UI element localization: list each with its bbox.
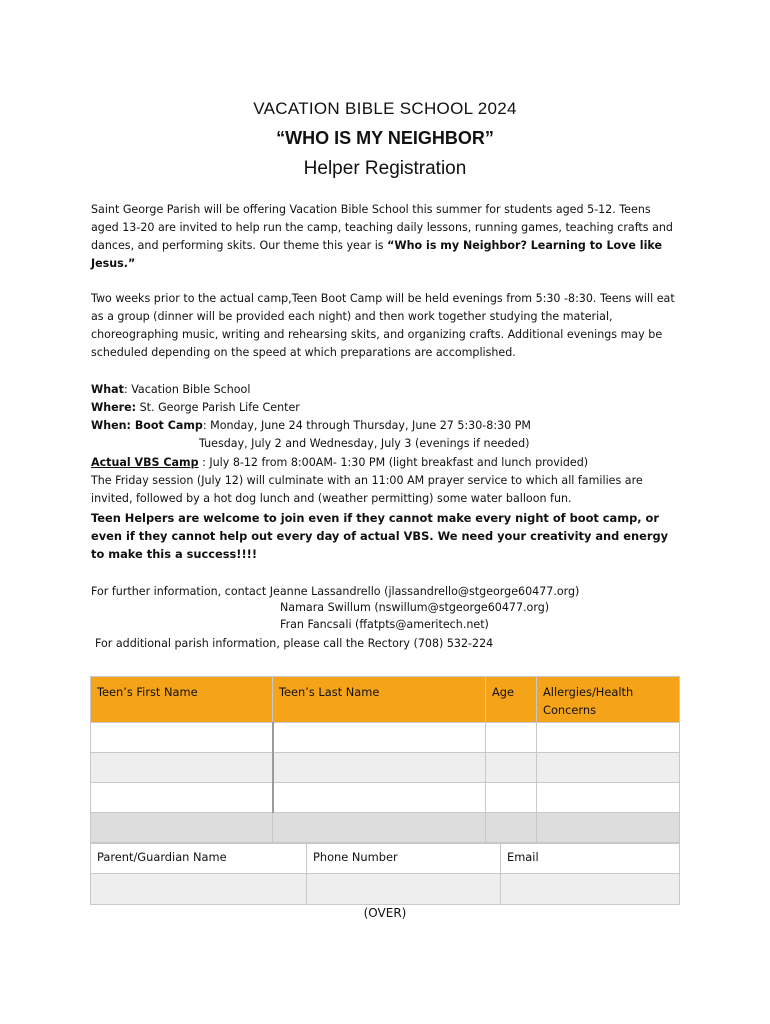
over-note: (OVER) bbox=[363, 906, 407, 920]
allergies-cell[interactable] bbox=[537, 783, 680, 813]
col-header-phone: Phone Number bbox=[307, 844, 501, 874]
intro-theme-text: “Who is my Neighbor? Learning to Love like Jesus.” bbox=[91, 239, 662, 270]
when-label: When: Boot Camp bbox=[91, 419, 203, 432]
parent-guardian-table bbox=[90, 843, 680, 905]
table-row bbox=[91, 874, 680, 905]
last-name-cell[interactable] bbox=[273, 723, 486, 753]
actual-camp-label: Actual VBS Camp bbox=[91, 456, 199, 469]
where-line bbox=[91, 399, 300, 417]
where-value: St. George Parish Life Center bbox=[136, 401, 300, 414]
last-name-cell[interactable] bbox=[273, 813, 486, 843]
teen-registration-table bbox=[90, 676, 680, 843]
what-line bbox=[91, 381, 250, 399]
page-title: VACATION BIBLE SCHOOL 2024 bbox=[253, 99, 517, 118]
col-header-age: Age bbox=[486, 677, 537, 723]
parent-name-cell[interactable] bbox=[91, 874, 307, 905]
table-row bbox=[91, 723, 680, 753]
col-header-parent-name: Parent/Guardian Name bbox=[91, 844, 307, 874]
where-label: Where: bbox=[91, 401, 137, 414]
table-row bbox=[91, 813, 680, 843]
friday-line-1: The Friday session (July 12) will culminate with an 11:00 AM prayer service to which all families are bbox=[91, 474, 643, 487]
age-cell[interactable] bbox=[486, 813, 537, 843]
age-cell[interactable] bbox=[486, 753, 537, 783]
email-cell[interactable] bbox=[501, 874, 680, 905]
col-header-last-name: Teen’s Last Name bbox=[273, 677, 486, 723]
teen-helpers-note: Teen Helpers are welcome to join even if they cannot make every night of boot camp, or even if they cannot help out every day of actual VBS. We need your creativity and energy to make this a success!!!! bbox=[91, 511, 669, 561]
allergies-cell[interactable] bbox=[537, 753, 680, 783]
what-value: : Vacation Bible School bbox=[123, 383, 251, 396]
first-name-cell[interactable] bbox=[91, 813, 273, 843]
first-name-cell[interactable] bbox=[91, 753, 273, 783]
col-header-allergies: Allergies/Health Concerns bbox=[537, 677, 680, 723]
age-cell[interactable] bbox=[486, 783, 537, 813]
age-cell[interactable] bbox=[486, 723, 537, 753]
contact-line-4: For additional parish information, please call the Rectory (708) 532-224 bbox=[95, 637, 494, 650]
actual-camp-line bbox=[91, 454, 588, 472]
contact-line-3: Fran Fancsali (ffatpts@ameritech.net) bbox=[280, 618, 489, 631]
table-header-row bbox=[91, 677, 680, 723]
theme-title: “WHO IS MY NEIGHBOR” bbox=[276, 128, 494, 148]
contact-line-2: Namara Swillum (nswillum@stgeorge60477.org) bbox=[280, 601, 550, 614]
last-name-cell[interactable] bbox=[273, 753, 486, 783]
parent-header-row bbox=[91, 844, 680, 874]
what-label: What bbox=[91, 383, 124, 396]
last-name-cell[interactable] bbox=[273, 783, 486, 813]
form-subtitle: Helper Registration bbox=[303, 158, 467, 179]
when-line bbox=[91, 417, 531, 435]
col-header-email: Email bbox=[501, 844, 680, 874]
intro-text: Saint George Parish will be offering Vacation Bible School this summer for students aged 5-12. Teens aged 13-20 are invited to help run the camp, teaching daily lessons, running games, teaching crafts and dances, and performing skits. Our theme this year is bbox=[91, 203, 673, 252]
when-line-2: Tuesday, July 2 and Wednesday, July 3 (evenings if needed) bbox=[199, 437, 530, 450]
table-row bbox=[91, 783, 680, 813]
table-row bbox=[91, 753, 680, 783]
contact-line-1: For further information, contact Jeanne Lassandrello (jlassandrello@stgeorge60477.org) bbox=[91, 585, 580, 598]
actual-camp-value: : July 8-12 from 8:00AM- 1:30 PM (light breakfast and lunch provided) bbox=[198, 456, 589, 469]
first-name-cell[interactable] bbox=[91, 723, 273, 753]
when-value: : Monday, June 24 through Thursday, June 27 5:30-8:30 PM bbox=[202, 419, 531, 432]
boot-camp-paragraph: Two weeks prior to the actual camp,Teen Boot Camp will be held evenings from 5:30 -8:30. Teens will eat as a group (dinner will be provided each night) and then work together studying the material, choreographing music, writing and rehearsing skits, and organizing crafts. Additional evenings may be scheduled depending on the speed at which preparations are accomplished. bbox=[91, 292, 675, 359]
first-name-cell[interactable] bbox=[91, 783, 273, 813]
phone-cell[interactable] bbox=[307, 874, 501, 905]
friday-line-2: invited, followed by a hot dog lunch and (weather permitting) some water balloon fun. bbox=[91, 492, 572, 505]
col-header-first-name: Teen’s First Name bbox=[91, 677, 273, 723]
allergies-cell[interactable] bbox=[537, 723, 680, 753]
intro-paragraph bbox=[91, 201, 681, 273]
allergies-cell[interactable] bbox=[537, 813, 680, 843]
